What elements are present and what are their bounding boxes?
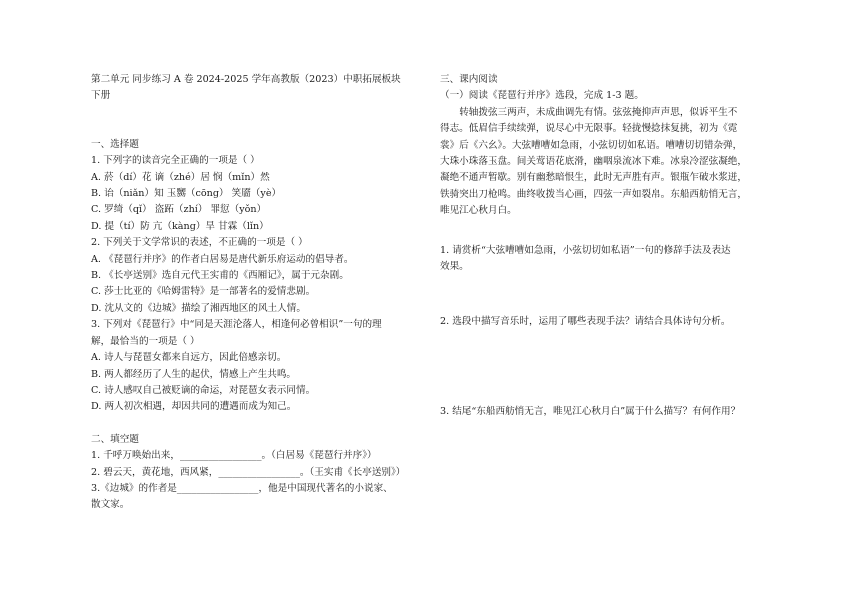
option-c: C. 诗人感叹自己被贬谪的命运，对琵琶女表示同情。 (91, 384, 316, 396)
reading-passage (440, 105, 778, 220)
fill-item-1: 1. 千呼万唤始出来，_________________。（白居易《琵琶行并序》） (91, 450, 377, 462)
option-b: B. 两人都经历了人生的起伏，情感上产生共鸣。 (91, 368, 297, 380)
reading-question-1 (440, 243, 778, 276)
passage-line: 大珠小珠落玉盘。间关莺语花底滑，幽咽泉流冰下难。冰泉冷涩弦凝绝， (440, 156, 747, 168)
question-choice-2 (91, 235, 427, 317)
option-a: A. 诗人与琵琶女都来自远方，因此倍感亲切。 (91, 352, 287, 364)
option-a: A. 菸（dí）花 谪（zhé）居 悯（mǐn）然 (91, 171, 270, 183)
question-choice-1 (91, 153, 427, 235)
option-d: D. 提（tí）防 亢（kàng）旱 甘霖（lǐn） (91, 220, 269, 232)
section-heading-choice: 一、选择题 (91, 138, 139, 150)
passage-line: 转轴拨弦三两声，未成曲调先有情。弦弦掩抑声声思，似诉平生不 (459, 106, 738, 118)
question-stem: 2. 下列关于文学常识的表述，不正确的一项是（ ） (91, 237, 308, 249)
fill-item-3: 3.《边城》的作者是_________________，他是中国现代著名的小说家、 (91, 482, 393, 494)
option-c: C. 罗绮（qǐ） 盗跖（zhí） 罪愆（yǒn） (91, 204, 267, 216)
question-stem-line-1: 3. 下列对《琵琶行》中“同是天涯沦落人，相逢何必曾相识”一句的理 (91, 319, 382, 331)
reading-question-2 (440, 314, 778, 330)
passage-line: 唯见江心秋月白。 (440, 205, 517, 217)
fill-item-3-continued: 散文家。 (91, 499, 130, 511)
section-heading-reading: 三、课内阅读 (440, 74, 498, 85)
section-heading-fill: 二、填空题 (91, 433, 139, 445)
reading-question-3 (440, 404, 778, 420)
passage-line: 凝绝不通声暂歇。别有幽愁暗恨生，此时无声胜有声。银瓶乍破水浆迸， (440, 172, 747, 184)
reading-question-line-1: 2. 选段中描写音乐时，运用了哪些表现手法？请结合具体诗句分析。 (440, 316, 731, 328)
question-stem: 1. 下列字的读音完全正确的一项是（ ） (91, 155, 260, 167)
reading-question-line-1: 3. 结尾“东船西舫悄无言，唯见江心秋月白”属于什么描写？有何作用？ (440, 405, 741, 417)
option-b: B. 诒（niǎn）知 玉嬲（cōng） 笑靥（yè） (91, 188, 282, 200)
reading-question-line-1: 1. 请赏析“大弦嘈嘈如急雨，小弦切切如私语”一句的修辞手法及表达 (440, 244, 731, 256)
option-d: D. 沈从文的《边城》描绘了湘西地区的风土人情。 (91, 302, 306, 314)
document-title-line-1: 第二单元 同步练习 A 卷 2024-2025 学年高教版（2023）中职拓展板块 (91, 74, 401, 85)
document-title-line-2: 下册 (91, 90, 111, 102)
reading-question-line-2: 效果。 (440, 261, 469, 273)
passage-line: 得志。低眉信手续续弹，说尽心中无限事。轻拢慢捻抹复挑，初为《霓 (440, 123, 738, 135)
fill-item-2: 2. 碧云天，黄花地，西风紧，_________________。（王实甫《长亭送别》） (91, 466, 406, 478)
question-stem-line-2: 解，最恰当的一项是（ ） (91, 335, 200, 347)
question-choice-3 (91, 317, 427, 415)
passage-intro: （一）阅读《琵琶行并序》选段，完成 1-3 题。 (440, 90, 644, 102)
option-a: A. 《琵琶行并序》的作者白居易是唐代新乐府运动的倡导者。 (91, 253, 354, 265)
passage-line: 铁骑突出刀枪鸣。曲终收拨当心画，四弦一声如裂帛。东船西舫悄无言， (440, 188, 747, 200)
option-d: D. 两人初次相遇，却因共同的遭遇而成为知己。 (91, 401, 297, 413)
option-c: C. 莎士比亚的《哈姆雷特》是一部著名的爱情悲剧。 (91, 286, 316, 298)
right-column (440, 72, 778, 420)
passage-line: 裳》后《六幺》。大弦嘈嘈如急雨，小弦切切如私语。嘈嘈切切错杂弹， (440, 139, 743, 151)
left-column (91, 72, 427, 514)
option-b: B. 《长亭送别》选自元代王实甫的《西厢记》，属于元杂剧。 (91, 270, 349, 282)
